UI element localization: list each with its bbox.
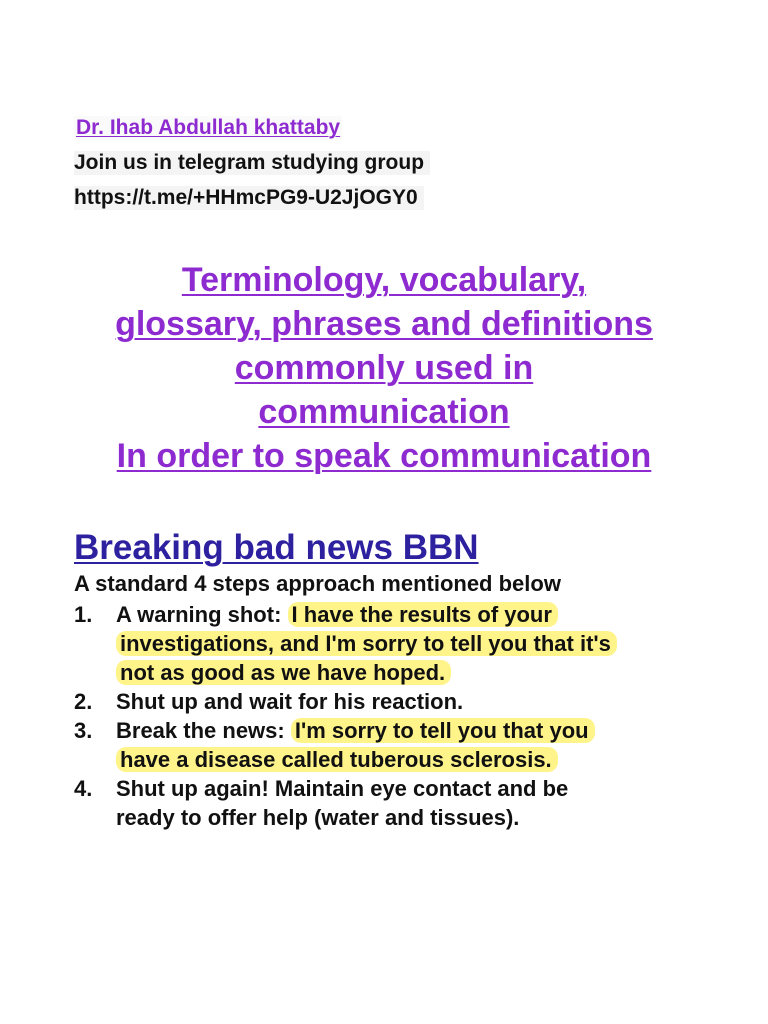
highlighted-text: not as good as we have hoped. <box>116 660 451 685</box>
steps-list <box>74 600 714 832</box>
highlighted-text: I'm sorry to tell you that you <box>291 718 595 743</box>
list-item <box>74 600 714 687</box>
step-number: 2. <box>74 689 93 714</box>
title-line: communication <box>258 393 510 431</box>
section-heading: Breaking bad news BBN <box>74 528 479 567</box>
list-item <box>74 716 714 774</box>
step-label: Break the news: <box>116 718 285 743</box>
step-number: 1. <box>74 602 93 627</box>
title-line: In order to speak communication <box>116 437 652 475</box>
list-item <box>74 774 714 832</box>
telegram-invite-text: Join us in telegram studying group <box>74 151 430 175</box>
step-label: A warning shot: <box>116 602 282 627</box>
list-item <box>74 687 714 716</box>
title-line: Terminology, vocabulary, <box>181 261 587 299</box>
highlighted-text: have a disease called tuberous sclerosis. <box>116 747 558 772</box>
author-name: Dr. Ihab Abdullah khattaby <box>76 116 341 139</box>
highlighted-text: investigations, and I'm sorry to tell you that it's <box>116 631 617 656</box>
step-text: Shut up and wait for his reaction. <box>116 689 464 714</box>
telegram-link[interactable]: https://t.me/+HHmcPG9-U2JjOGY0 <box>74 186 424 210</box>
highlighted-text: I have the results of your <box>288 602 558 627</box>
step-number: 3. <box>74 718 93 743</box>
step-number: 4. <box>74 776 93 801</box>
step-text: ready to offer help (water and tissues). <box>116 805 520 830</box>
document-title <box>0 258 768 478</box>
title-line: commonly used in <box>234 349 534 387</box>
section-intro: A standard 4 steps approach mentioned below <box>74 571 561 596</box>
title-line: glossary, phrases and definitions <box>115 305 653 343</box>
step-text: Shut up again! Maintain eye contact and be <box>116 776 569 801</box>
